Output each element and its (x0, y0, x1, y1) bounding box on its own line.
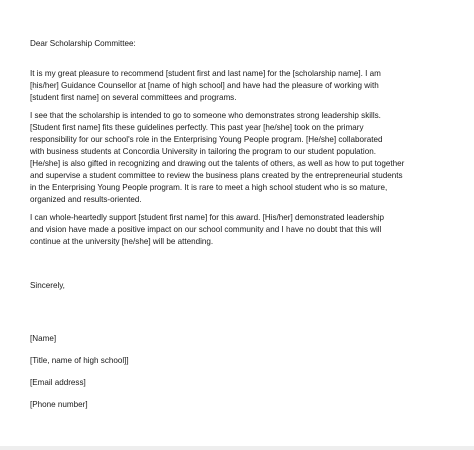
signature-name: [Name] (30, 334, 57, 343)
paragraph-line: [Student first name] fits these guidelines perfectly. This past year [he/she] took on the primary (30, 123, 364, 132)
signature-title: [Title, name of high school]] (30, 356, 129, 365)
paragraph-line: organized and results-oriented. (30, 195, 142, 204)
signature-phone: [Phone number] (30, 400, 88, 409)
paragraph-leadership (30, 110, 450, 206)
page-bottom-edge (0, 446, 474, 450)
paragraph-line: responsibility for our school's role in the Enterprising Young People program. [He/she] collaborated (30, 135, 383, 144)
paragraph-line: and supervise a student committee to review the business plans created by the entrepreneurial students (30, 171, 403, 180)
salutation: Dear Scholarship Committee: (30, 39, 136, 48)
signature-email: [Email address] (30, 378, 86, 387)
paragraph-line: in the Enterprising Young People program. It is rare to meet a high school student who is so mature, (30, 183, 388, 192)
paragraph-line: and vision have made a positive impact on our school community and I have no doubt that this will (30, 225, 382, 234)
paragraph-line: [He/she] is also gifted in recognizing and drawing out the talents of others, as well as how to put together (30, 159, 405, 168)
paragraph-support (30, 212, 450, 248)
paragraph-line: It is my great pleasure to recommend [student first and last name] for the [scholarship name]. I am (30, 69, 381, 78)
paragraph-line: [student first name] on several committees and programs. (30, 93, 237, 102)
paragraph-line: I see that the scholarship is intended to go to someone who demonstrates strong leadership skills. (30, 111, 381, 120)
paragraph-line: continue at the university [he/she] will be attending. (30, 237, 214, 246)
letter-body (30, 38, 450, 254)
paragraph-line: [his/her] Guidance Counsellor at [name of high school] and have had the pleasure of working with (30, 81, 379, 90)
closing: Sincerely, (30, 281, 65, 290)
paragraph-introduction (30, 68, 450, 104)
paragraph-line: I can whole-heartedly support [student first name] for this award. [His/her] demonstrated leadership (30, 213, 385, 222)
paragraph-line: with business students at Concordia University in tailoring the program to our student population. (30, 147, 376, 156)
